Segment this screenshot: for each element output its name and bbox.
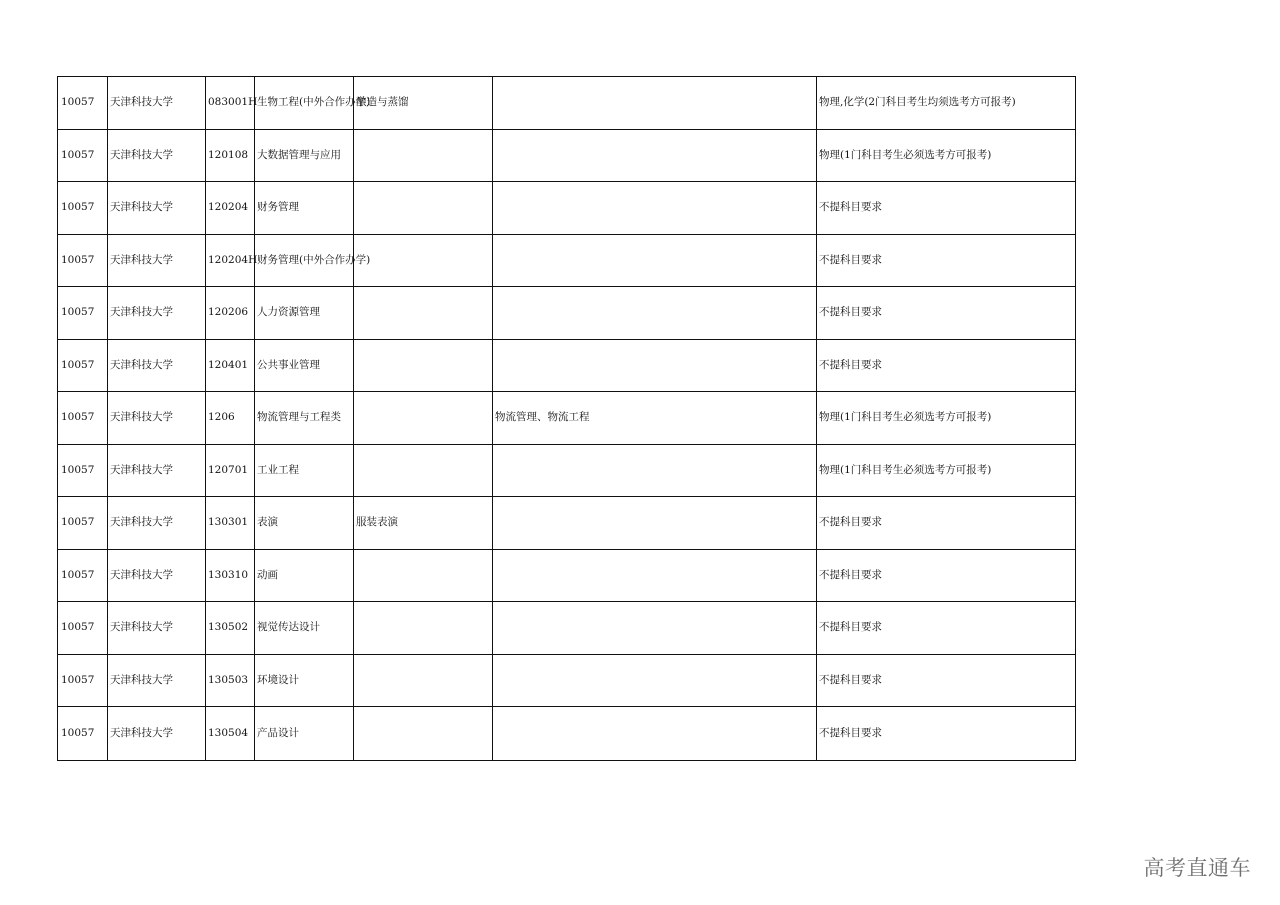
- table-body: [58, 77, 1076, 761]
- major-name-cell: 物流管理与工程类: [255, 392, 354, 445]
- major-direction-cell: [354, 339, 493, 392]
- school-name-cell: 天津科技大学: [108, 654, 206, 707]
- school-name-cell: 天津科技大学: [108, 77, 206, 130]
- table-row: [58, 497, 1076, 550]
- school-code-cell: 10057: [58, 497, 108, 550]
- major-code-cell: 130502: [206, 602, 255, 655]
- included-majors-cell: [493, 654, 817, 707]
- table-row: [58, 707, 1076, 761]
- major-direction-cell: [354, 602, 493, 655]
- table-row: [58, 654, 1076, 707]
- subject-requirement-cell: 物理(1门科目考生必须选考方可报考): [817, 129, 1076, 182]
- school-name-cell: 天津科技大学: [108, 392, 206, 445]
- major-direction-cell: 酿造与蒸馏: [354, 77, 493, 130]
- included-majors-cell: 物流管理、物流工程: [493, 392, 817, 445]
- subject-requirement-cell: 不提科目要求: [817, 707, 1076, 761]
- major-code-cell: 130503: [206, 654, 255, 707]
- major-code-cell: 120701: [206, 444, 255, 497]
- subject-requirement-cell: 不提科目要求: [817, 182, 1076, 235]
- included-majors-cell: [493, 182, 817, 235]
- school-name-cell: 天津科技大学: [108, 707, 206, 761]
- school-code-cell: 10057: [58, 602, 108, 655]
- major-code-cell: 130310: [206, 549, 255, 602]
- school-name-cell: 天津科技大学: [108, 234, 206, 287]
- table-row: [58, 392, 1076, 445]
- table-row: [58, 444, 1076, 497]
- table-row: [58, 234, 1076, 287]
- major-name-cell: 动画: [255, 549, 354, 602]
- major-code-cell: 120108: [206, 129, 255, 182]
- table-row: [58, 602, 1076, 655]
- major-code-cell: 1206: [206, 392, 255, 445]
- school-code-cell: 10057: [58, 339, 108, 392]
- major-name-cell: 视觉传达设计: [255, 602, 354, 655]
- major-name-cell: 财务管理: [255, 182, 354, 235]
- major-name-cell: 公共事业管理: [255, 339, 354, 392]
- school-code-cell: 10057: [58, 707, 108, 761]
- school-name-cell: 天津科技大学: [108, 602, 206, 655]
- major-code-cell: 083001H: [206, 77, 255, 130]
- subject-requirement-cell: 不提科目要求: [817, 339, 1076, 392]
- major-direction-cell: [354, 549, 493, 602]
- school-code-cell: 10057: [58, 444, 108, 497]
- major-code-cell: 120204: [206, 182, 255, 235]
- major-code-cell: 130504: [206, 707, 255, 761]
- table-row: [58, 339, 1076, 392]
- major-direction-cell: [354, 654, 493, 707]
- major-direction-cell: [354, 234, 493, 287]
- table-row: [58, 77, 1076, 130]
- included-majors-cell: [493, 339, 817, 392]
- school-name-cell: 天津科技大学: [108, 444, 206, 497]
- table-row: [58, 182, 1076, 235]
- school-name-cell: 天津科技大学: [108, 182, 206, 235]
- subject-requirement-cell: 物理,化学(2门科目考生均须选考方可报考): [817, 77, 1076, 130]
- included-majors-cell: [493, 129, 817, 182]
- major-code-cell: 120206: [206, 287, 255, 340]
- school-code-cell: 10057: [58, 234, 108, 287]
- major-name-cell: 人力资源管理: [255, 287, 354, 340]
- major-name-cell: 财务管理(中外合作办学): [255, 234, 354, 287]
- included-majors-cell: [493, 549, 817, 602]
- school-name-cell: 天津科技大学: [108, 497, 206, 550]
- major-name-cell: 表演: [255, 497, 354, 550]
- major-name-cell: 生物工程(中外合作办学): [255, 77, 354, 130]
- major-direction-cell: [354, 444, 493, 497]
- school-code-cell: 10057: [58, 287, 108, 340]
- school-code-cell: 10057: [58, 654, 108, 707]
- table-row: [58, 549, 1076, 602]
- school-code-cell: 10057: [58, 392, 108, 445]
- table-row: [58, 287, 1076, 340]
- major-direction-cell: 服装表演: [354, 497, 493, 550]
- major-direction-cell: [354, 182, 493, 235]
- included-majors-cell: [493, 234, 817, 287]
- major-name-cell: 环境设计: [255, 654, 354, 707]
- subject-requirements-table: [57, 76, 1076, 761]
- included-majors-cell: [493, 602, 817, 655]
- subject-requirement-cell: 物理(1门科目考生必须选考方可报考): [817, 392, 1076, 445]
- watermark-text: 高考直通车: [1143, 856, 1251, 880]
- subject-requirement-cell: 不提科目要求: [817, 287, 1076, 340]
- subject-requirement-cell: 不提科目要求: [817, 234, 1076, 287]
- school-code-cell: 10057: [58, 77, 108, 130]
- major-name-cell: 产品设计: [255, 707, 354, 761]
- subject-requirement-cell: 不提科目要求: [817, 602, 1076, 655]
- major-direction-cell: [354, 129, 493, 182]
- included-majors-cell: [493, 77, 817, 130]
- major-direction-cell: [354, 392, 493, 445]
- major-name-cell: 工业工程: [255, 444, 354, 497]
- included-majors-cell: [493, 444, 817, 497]
- subject-requirement-cell: 不提科目要求: [817, 654, 1076, 707]
- included-majors-cell: [493, 707, 817, 761]
- school-code-cell: 10057: [58, 129, 108, 182]
- major-code-cell: 120401: [206, 339, 255, 392]
- school-name-cell: 天津科技大学: [108, 339, 206, 392]
- subject-requirement-cell: 物理(1门科目考生必须选考方可报考): [817, 444, 1076, 497]
- major-code-cell: 120204H: [206, 234, 255, 287]
- major-direction-cell: [354, 707, 493, 761]
- school-code-cell: 10057: [58, 549, 108, 602]
- included-majors-cell: [493, 287, 817, 340]
- school-name-cell: 天津科技大学: [108, 129, 206, 182]
- major-code-cell: 130301: [206, 497, 255, 550]
- included-majors-cell: [493, 497, 817, 550]
- table-row: [58, 129, 1076, 182]
- subject-requirement-cell: 不提科目要求: [817, 497, 1076, 550]
- major-name-cell: 大数据管理与应用: [255, 129, 354, 182]
- school-code-cell: 10057: [58, 182, 108, 235]
- major-direction-cell: [354, 287, 493, 340]
- subject-requirement-cell: 不提科目要求: [817, 549, 1076, 602]
- school-name-cell: 天津科技大学: [108, 287, 206, 340]
- school-name-cell: 天津科技大学: [108, 549, 206, 602]
